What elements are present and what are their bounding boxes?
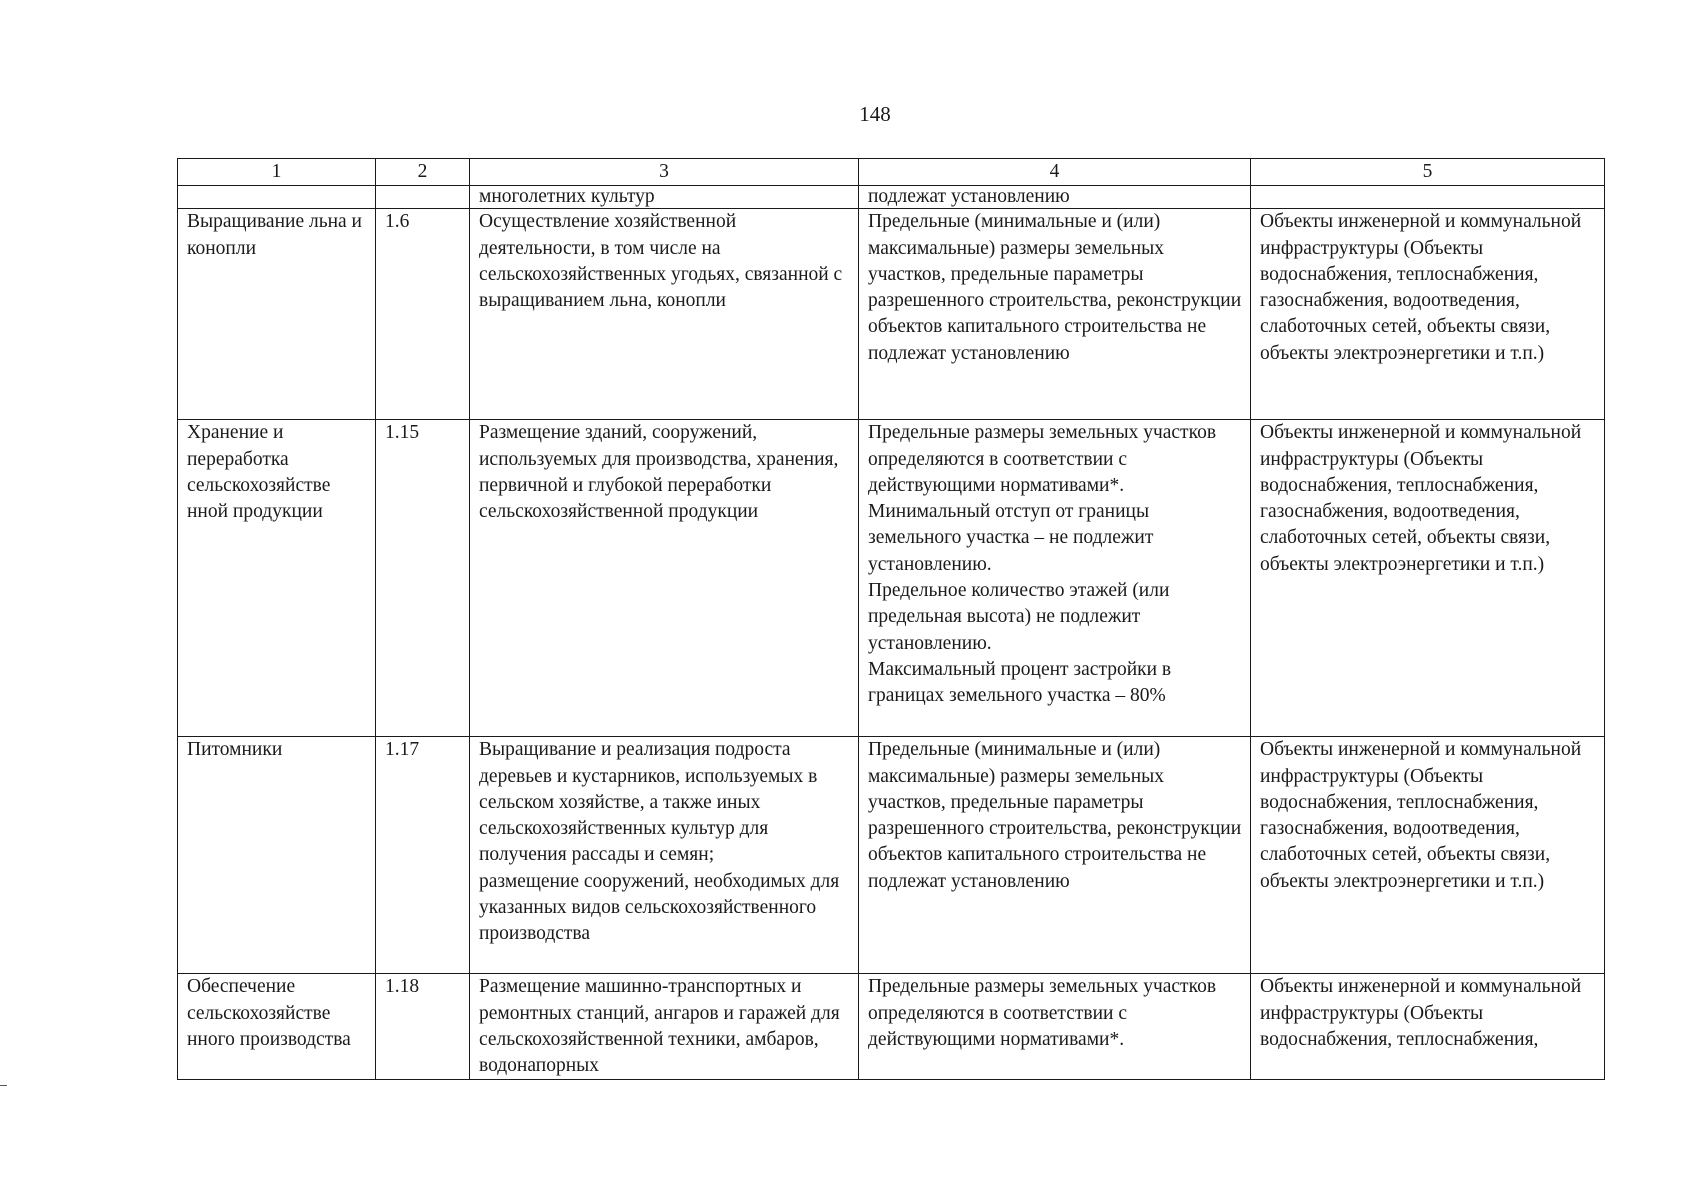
- continuation-cell-1: [178, 186, 376, 209]
- land-use-parameters: Предельные (минимальные и (или) максимальные) размеры земельных участков, предельные параметры разрешенного строительства, реконструкции объектов капитального строительства не подлежат установлению: [859, 737, 1251, 974]
- land-use-description: Размещение зданий, сооружений, используемых для производства, хранения, первичной и глубокой переработки сельскохозяйственной продукции: [470, 420, 859, 737]
- table-header-row: [178, 159, 1605, 186]
- continuation-cell-2: [376, 186, 470, 209]
- table-row: [178, 737, 1605, 974]
- page-number: 148: [859, 102, 891, 126]
- table-row: [178, 209, 1605, 420]
- header-cell-5: 5: [1251, 159, 1605, 186]
- land-use-objects: Объекты инженерной и коммунальной инфраструктуры (Объекты водоснабжения, теплоснабжения, газоснабжения, водоотведения, слаботочных сетей, объекты связи, объекты электроэнергетики и т.п.): [1251, 209, 1605, 420]
- continuation-cell-5: [1251, 186, 1605, 209]
- continuation-cell-3: многолетних культур: [470, 186, 859, 209]
- land-use-code: 1.17: [376, 737, 470, 974]
- table-row: [178, 974, 1605, 1080]
- header-cell-4: 4: [859, 159, 1251, 186]
- scan-edge-mark: [0, 1085, 7, 1086]
- land-use-parameters: Предельные (минимальные и (или) максимальные) размеры земельных участков, предельные параметры разрешенного строительства, реконструкции объектов капитального строительства не подлежат установлению: [859, 209, 1251, 420]
- land-use-objects: Объекты инженерной и коммунальной инфраструктуры (Объекты водоснабжения, теплоснабжения,: [1251, 974, 1605, 1080]
- land-use-code: 1.18: [376, 974, 470, 1080]
- land-use-name: Хранение и переработка сельскохозяйстве нной продукции: [178, 420, 376, 737]
- header-cell-2: 2: [376, 159, 470, 186]
- land-use-code: 1.15: [376, 420, 470, 737]
- table-row: [178, 420, 1605, 737]
- zoning-table: [177, 158, 1605, 1080]
- continuation-cell-4: подлежат установлению: [859, 186, 1251, 209]
- land-use-parameters: Предельные размеры земельных участков определяются в соответствии с действующими нормативами*. Минимальный отступ от границы земельного участка – не подлежит установлению. Предельное количество этажей (или предельная высота) не подлежит установлению. Максимальный процент застройки в границах земельного участка – 80%: [859, 420, 1251, 737]
- land-use-description: Размещение машинно-транспортных и ремонтных станций, ангаров и гаражей для сельскохозяйственной техники, амбаров, водонапорных: [470, 974, 859, 1080]
- land-use-code: 1.6: [376, 209, 470, 420]
- land-use-parameters: Предельные размеры земельных участков определяются в соответствии с действующими нормативами*.: [859, 974, 1251, 1080]
- land-use-name: Питомники: [178, 737, 376, 974]
- land-use-objects: Объекты инженерной и коммунальной инфраструктуры (Объекты водоснабжения, теплоснабжения, газоснабжения, водоотведения, слаботочных сетей, объекты связи, объекты электроэнергетики и т.п.): [1251, 420, 1605, 737]
- header-cell-3: 3: [470, 159, 859, 186]
- land-use-description: Осуществление хозяйственной деятельности, в том числе на сельскохозяйственных угодьях, связанной с выращиванием льна, конопли: [470, 209, 859, 420]
- land-use-objects: Объекты инженерной и коммунальной инфраструктуры (Объекты водоснабжения, теплоснабжения, газоснабжения, водоотведения, слаботочных сетей, объекты связи, объекты электроэнергетики и т.п.): [1251, 737, 1605, 974]
- continuation-row: [178, 186, 1605, 209]
- land-use-description: Выращивание и реализация подроста деревьев и кустарников, используемых в сельском хозяйстве, а также иных сельскохозяйственных культур для получения рассады и семян; размещение сооружений, необходимых для указанных видов сельскохозяйственного производства: [470, 737, 859, 974]
- land-use-name: Обеспечение сельскохозяйстве нного производства: [178, 974, 376, 1080]
- header-cell-1: 1: [178, 159, 376, 186]
- land-use-name: Выращивание льна и конопли: [178, 209, 376, 420]
